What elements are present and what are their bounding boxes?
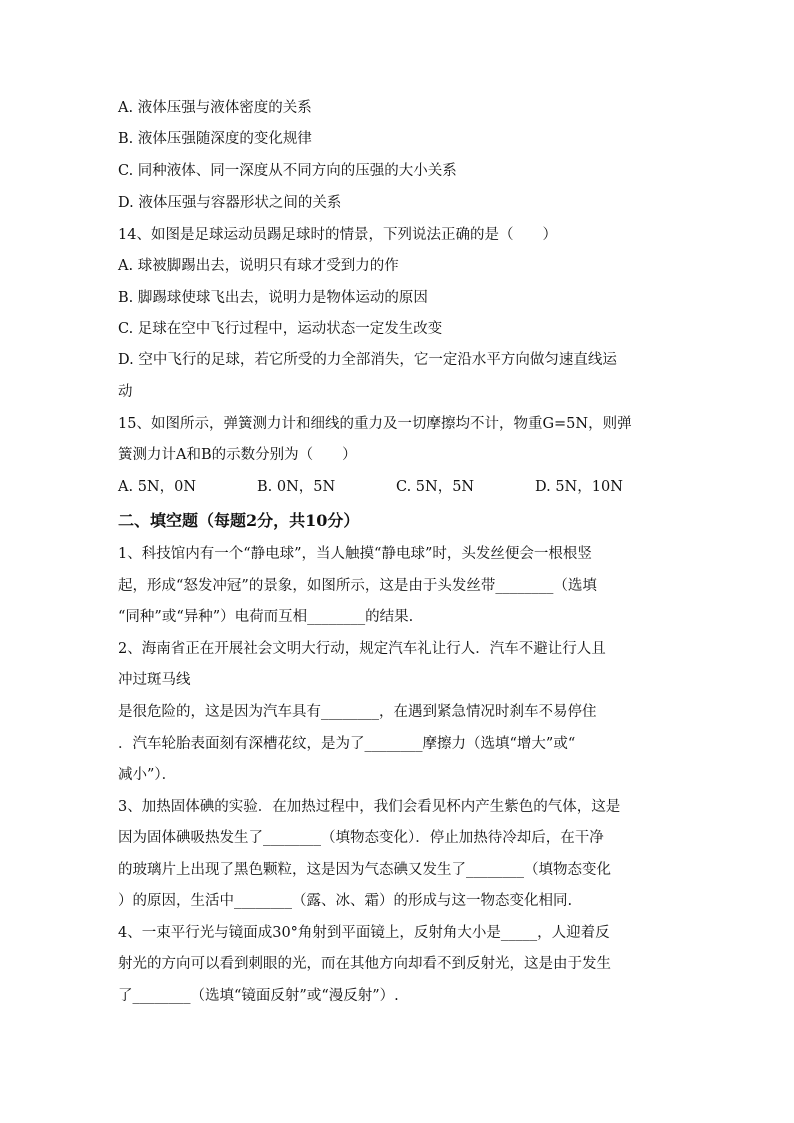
q15-stem-line2: 簧测力计A和B的示数分别为（ ）	[118, 447, 357, 463]
q15-stem-line1: 15、如图所示，弹簧测力计和细线的重力及一切摩擦均不计，物重G=5N，则弹	[118, 416, 632, 432]
q14-option-c: C. 足球在空中飞行过程中，运动状态一定发生改变	[118, 321, 443, 337]
q15-option-b: B. 0N，5N	[257, 479, 336, 495]
fill-q4-line1: 4、一束平行光与镜面成30°角射到平面镜上，反射角大小是_____，人迎着反	[118, 925, 610, 941]
q13-option-a: A. 液体压强与液体密度的关系	[118, 100, 312, 116]
q15-option-a: A. 5N，0N	[118, 479, 197, 495]
fill-q4-line3: 了________（选填“镜面反射”或“漫反射”）.	[118, 988, 399, 1004]
fill-q2-line4: ．汽车轮胎表面刻有深槽花纹，是为了________摩擦力（选填“增大”或“	[118, 736, 576, 752]
q15-options	[118, 477, 674, 497]
fill-q2-line2: 冲过斑马线	[118, 672, 191, 688]
q13-option-b: B. 液体压强随深度的变化规律	[118, 131, 312, 147]
q14-option-d: D. 空中飞行的足球，若它所受的力全部消失，它一定沿水平方向做匀速直线运	[118, 352, 617, 368]
fill-q1-line1: 1、科技馆内有一个“静电球”，当人触摸“静电球”时，头发丝便会一根根竖	[118, 546, 592, 562]
fill-q1-line3: “同种”或“异种”）电荷而互相________的结果.	[118, 609, 414, 625]
q14-option-b: B. 脚踢球使球飞出去，说明力是物体运动的原因	[118, 290, 428, 306]
section2-title: 二、填空题（每题2分，共10分）	[118, 511, 360, 530]
fill-q3-line3: 的玻璃片上出现了黑色颗粒，这是因为气态碘又发生了________（填物态变化	[118, 862, 611, 878]
q13-option-d: D. 液体压强与容器形状之间的关系	[118, 195, 342, 211]
q13-option-c: C. 同种液体、同一深度从不同方向的压强的大小关系	[118, 163, 457, 179]
fill-q3-line1: 3、加热固体碘的实验．在加热过程中，我们会看见杯内产生紫色的气体，这是	[118, 799, 621, 815]
q14-option-a: A. 球被脚踢出去，说明只有球才受到力的作	[118, 258, 399, 274]
q15-option-c: C. 5N，5N	[396, 479, 475, 495]
fill-q1-line2: 起，形成“怒发冲冠”的景象，如图所示，这是由于头发丝带________（选填	[118, 578, 597, 594]
fill-q2-line3: 是很危险的，这是因为汽车具有________，在遇到紧急情况时刹车不易停住	[118, 704, 597, 720]
fill-q3-line2: 因为固体碘吸热发生了________（填物态变化）．停止加热待冷却后，在干净	[118, 830, 604, 846]
q14-stem: 14、如图是足球运动员踢足球时的情景，下列说法正确的是（ ）	[118, 227, 557, 243]
fill-q3-line4: ）的原因，生活中________（露、冰、霜）的形成与这一物态变化相同.	[118, 893, 573, 909]
fill-q2-line1: 2、海南省正在开展社会文明大行动，规定汽车礼让行人．汽车不避让行人且	[118, 641, 606, 657]
q15-option-d: D. 5N，10N	[535, 479, 623, 495]
q14-option-d-cont: 动	[118, 384, 133, 400]
fill-q4-line2: 射光的方向可以看到刺眼的光，而在其他方向却看不到反射光，这是由于发生	[118, 956, 611, 972]
fill-q2-line5: 减小”）．	[118, 767, 177, 783]
